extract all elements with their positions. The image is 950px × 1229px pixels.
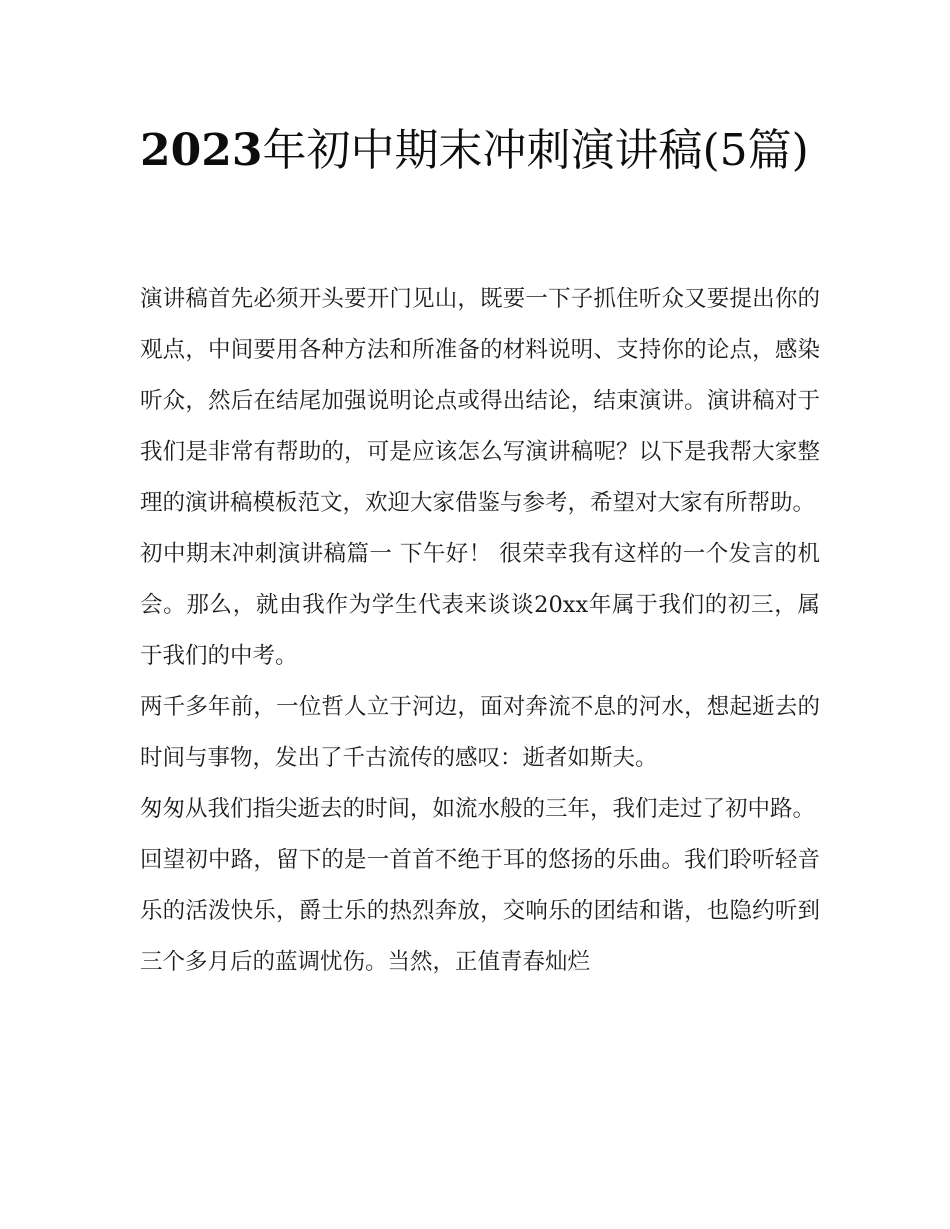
paragraph-looking-back: 回望初中路，留下的是一首首不绝于耳的悠扬的乐曲。我们聆听轻音乐的活泼快乐，爵士乐的热烈奔放，交响乐的团结和谐，也隐约听到三个多月后的蓝调忧伤。当然，正值青春灿烂: [140, 847, 820, 975]
title-text: 年初中期末冲刺演讲稿(5篇): [262, 125, 809, 176]
paragraph-time-passing: 匆匆从我们指尖逝去的时间，如流水般的三年，我们走过了初中路。: [140, 796, 816, 822]
title-year: 2023: [140, 125, 263, 176]
page-title: [140, 116, 820, 186]
paragraph-intro: 演讲稿首先必须开头要开门见山，既要一下子抓住听众又要提出你的观点，中间要用各种方法和所准备的材料说明、支持你的论点，感染听众，然后在结尾加强说明论点或得出结论，结束演讲。演讲稿对于我们是非常有帮助的，可是应该怎么写演讲稿呢？以下是我帮大家整理的演讲稿模板范文，欢迎大家借鉴与参考，希望对大家有所帮助。: [140, 286, 820, 516]
paragraph-speech-opening: 初中期末冲刺演讲稿篇一 下午好！ 很荣幸我有这样的一个发言的机会。那么，就由我作为学生代表来谈谈20xx年属于我们的初三，属于我们的中考。: [140, 541, 820, 669]
paragraph-philosopher: 两千多年前，一位哲人立于河边，面对奔流不息的河水，想起逝去的时间与事物，发出了千古流传的感叹：逝者如斯夫。: [140, 694, 820, 771]
document-body: [140, 274, 820, 988]
